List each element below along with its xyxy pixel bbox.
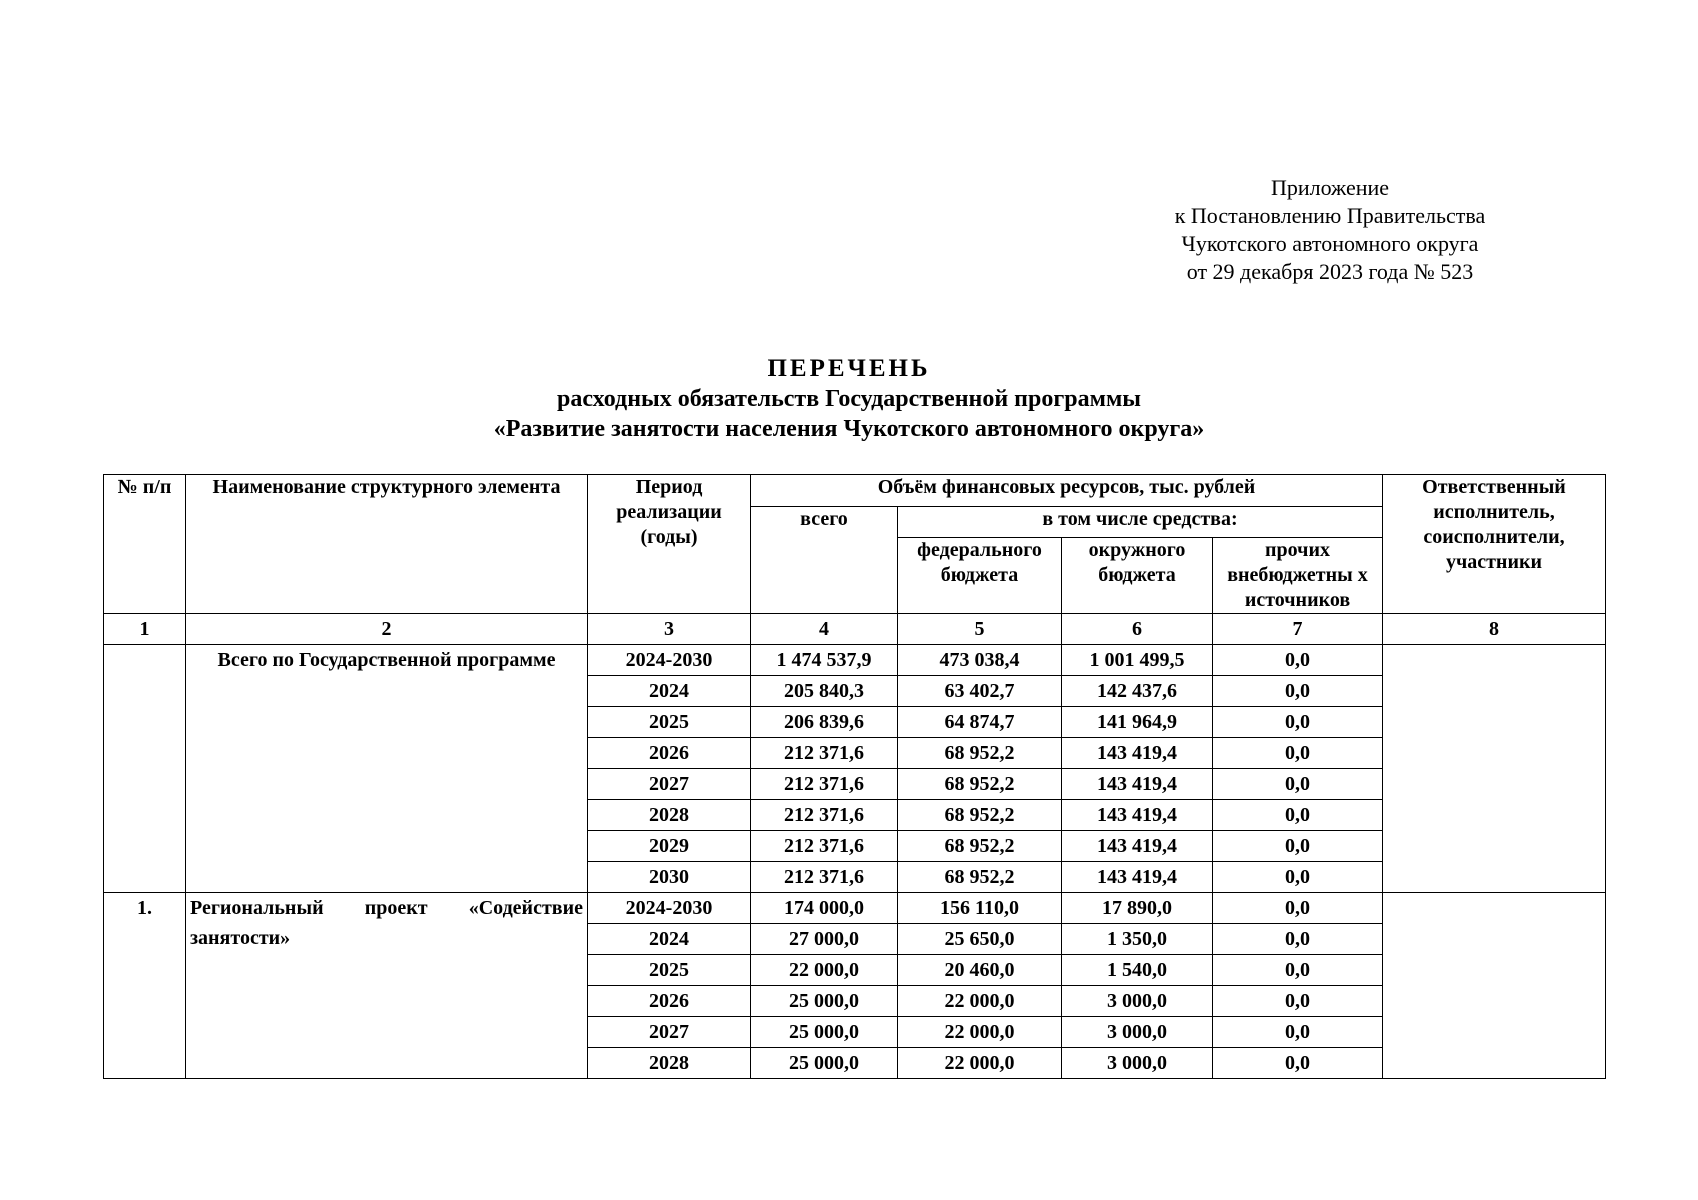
column-number: 5 (898, 614, 1062, 645)
district-budget-cell: 143 419,4 (1062, 800, 1213, 831)
district-budget-cell: 143 419,4 (1062, 769, 1213, 800)
appendix-block (1110, 174, 1550, 286)
column-number: 7 (1213, 614, 1383, 645)
column-number: 3 (588, 614, 751, 645)
other-sources-cell: 0,0 (1213, 1048, 1383, 1079)
title-subtitle-2: «Развитие занятости населения Чукотского автономного округа» (493, 416, 1205, 442)
federal-budget-cell: 68 952,2 (898, 738, 1062, 769)
structural-element-name: Всего по Государственной программе (186, 645, 588, 893)
other-sources-cell: 0,0 (1213, 924, 1383, 955)
federal-budget-cell: 156 110,0 (898, 893, 1062, 924)
federal-budget-cell: 68 952,2 (898, 862, 1062, 893)
period-cell: 2027 (588, 1017, 751, 1048)
header-including: в том числе средства: (898, 507, 1383, 538)
period-cell: 2029 (588, 831, 751, 862)
total-cell: 206 839,6 (751, 707, 898, 738)
table-body (104, 645, 1606, 1079)
column-number-row (104, 614, 1606, 645)
other-sources-cell: 0,0 (1213, 769, 1383, 800)
period-cell: 2028 (588, 1048, 751, 1079)
district-budget-cell: 141 964,9 (1062, 707, 1213, 738)
table-row (104, 645, 1606, 676)
district-budget-cell: 3 000,0 (1062, 986, 1213, 1017)
title-main: ПЕРЕЧЕНЬ (767, 355, 931, 382)
district-budget-cell: 3 000,0 (1062, 1048, 1213, 1079)
period-cell: 2025 (588, 707, 751, 738)
district-budget-cell: 1 350,0 (1062, 924, 1213, 955)
header-num: № п/п (104, 475, 186, 614)
total-cell: 25 000,0 (751, 1017, 898, 1048)
period-cell: 2024 (588, 676, 751, 707)
title-subtitle-1: расходных обязательств Государственной программы (556, 386, 1142, 412)
row-number-cell (104, 645, 186, 893)
column-number: 2 (186, 614, 588, 645)
header-name: Наименование структурного элемента (186, 475, 588, 614)
federal-budget-cell: 22 000,0 (898, 1048, 1062, 1079)
federal-budget-cell: 68 952,2 (898, 769, 1062, 800)
total-cell: 212 371,6 (751, 738, 898, 769)
period-cell: 2025 (588, 955, 751, 986)
federal-budget-cell: 20 460,0 (898, 955, 1062, 986)
total-cell: 22 000,0 (751, 955, 898, 986)
federal-budget-cell: 473 038,4 (898, 645, 1062, 676)
responsible-cell (1383, 645, 1606, 893)
other-sources-cell: 0,0 (1213, 707, 1383, 738)
federal-budget-cell: 68 952,2 (898, 800, 1062, 831)
other-sources-cell: 0,0 (1213, 955, 1383, 986)
district-budget-cell: 142 437,6 (1062, 676, 1213, 707)
total-cell: 205 840,3 (751, 676, 898, 707)
district-budget-cell: 143 419,4 (1062, 862, 1213, 893)
column-number: 4 (751, 614, 898, 645)
responsible-cell (1383, 893, 1606, 1079)
total-cell: 212 371,6 (751, 769, 898, 800)
period-cell: 2024-2030 (588, 645, 751, 676)
appendix-line-3: Чукотского автономного округа (1181, 231, 1479, 256)
header-district: окружного бюджета (1062, 538, 1213, 614)
district-budget-cell: 143 419,4 (1062, 738, 1213, 769)
other-sources-cell: 0,0 (1213, 676, 1383, 707)
total-cell: 25 000,0 (751, 986, 898, 1017)
appendix-line-2: к Постановлению Правительства (1174, 203, 1486, 228)
document-title (0, 354, 1698, 444)
federal-budget-cell: 64 874,7 (898, 707, 1062, 738)
row-number-cell: 1. (104, 893, 186, 1079)
district-budget-cell: 3 000,0 (1062, 1017, 1213, 1048)
total-cell: 174 000,0 (751, 893, 898, 924)
federal-budget-cell: 68 952,2 (898, 831, 1062, 862)
total-cell: 27 000,0 (751, 924, 898, 955)
district-budget-cell: 1 001 499,5 (1062, 645, 1213, 676)
period-cell: 2026 (588, 738, 751, 769)
district-budget-cell: 17 890,0 (1062, 893, 1213, 924)
total-cell: 212 371,6 (751, 831, 898, 862)
total-cell: 1 474 537,9 (751, 645, 898, 676)
expenditure-table (103, 474, 1606, 1079)
structural-element-name: Региональный проект «Содействие занятости» (186, 893, 588, 1079)
total-cell: 25 000,0 (751, 1048, 898, 1079)
other-sources-cell: 0,0 (1213, 893, 1383, 924)
period-cell: 2027 (588, 769, 751, 800)
other-sources-cell: 0,0 (1213, 986, 1383, 1017)
other-sources-cell: 0,0 (1213, 1017, 1383, 1048)
federal-budget-cell: 22 000,0 (898, 1017, 1062, 1048)
header-volume: Объём финансовых ресурсов, тыс. рублей (751, 475, 1383, 507)
column-number: 8 (1383, 614, 1606, 645)
total-cell: 212 371,6 (751, 862, 898, 893)
appendix-line-1: Приложение (1270, 175, 1390, 200)
table-header (104, 475, 1606, 645)
header-other: прочих внебюджетны х источников (1213, 538, 1383, 614)
table-row (104, 893, 1606, 924)
period-cell: 2028 (588, 800, 751, 831)
column-number: 1 (104, 614, 186, 645)
header-total: всего (751, 507, 898, 614)
header-responsible: Ответственный исполнитель, соисполнители, участники (1383, 475, 1606, 614)
period-cell: 2026 (588, 986, 751, 1017)
total-cell: 212 371,6 (751, 800, 898, 831)
district-budget-cell: 143 419,4 (1062, 831, 1213, 862)
federal-budget-cell: 25 650,0 (898, 924, 1062, 955)
period-cell: 2024 (588, 924, 751, 955)
header-federal: федерального бюджета (898, 538, 1062, 614)
other-sources-cell: 0,0 (1213, 645, 1383, 676)
other-sources-cell: 0,0 (1213, 738, 1383, 769)
federal-budget-cell: 22 000,0 (898, 986, 1062, 1017)
district-budget-cell: 1 540,0 (1062, 955, 1213, 986)
other-sources-cell: 0,0 (1213, 800, 1383, 831)
period-cell: 2030 (588, 862, 751, 893)
federal-budget-cell: 63 402,7 (898, 676, 1062, 707)
header-period: Период реализации (годы) (588, 475, 751, 614)
period-cell: 2024-2030 (588, 893, 751, 924)
other-sources-cell: 0,0 (1213, 831, 1383, 862)
other-sources-cell: 0,0 (1213, 862, 1383, 893)
appendix-line-4: от 29 декабря 2023 года № 523 (1186, 259, 1474, 284)
column-number: 6 (1062, 614, 1213, 645)
